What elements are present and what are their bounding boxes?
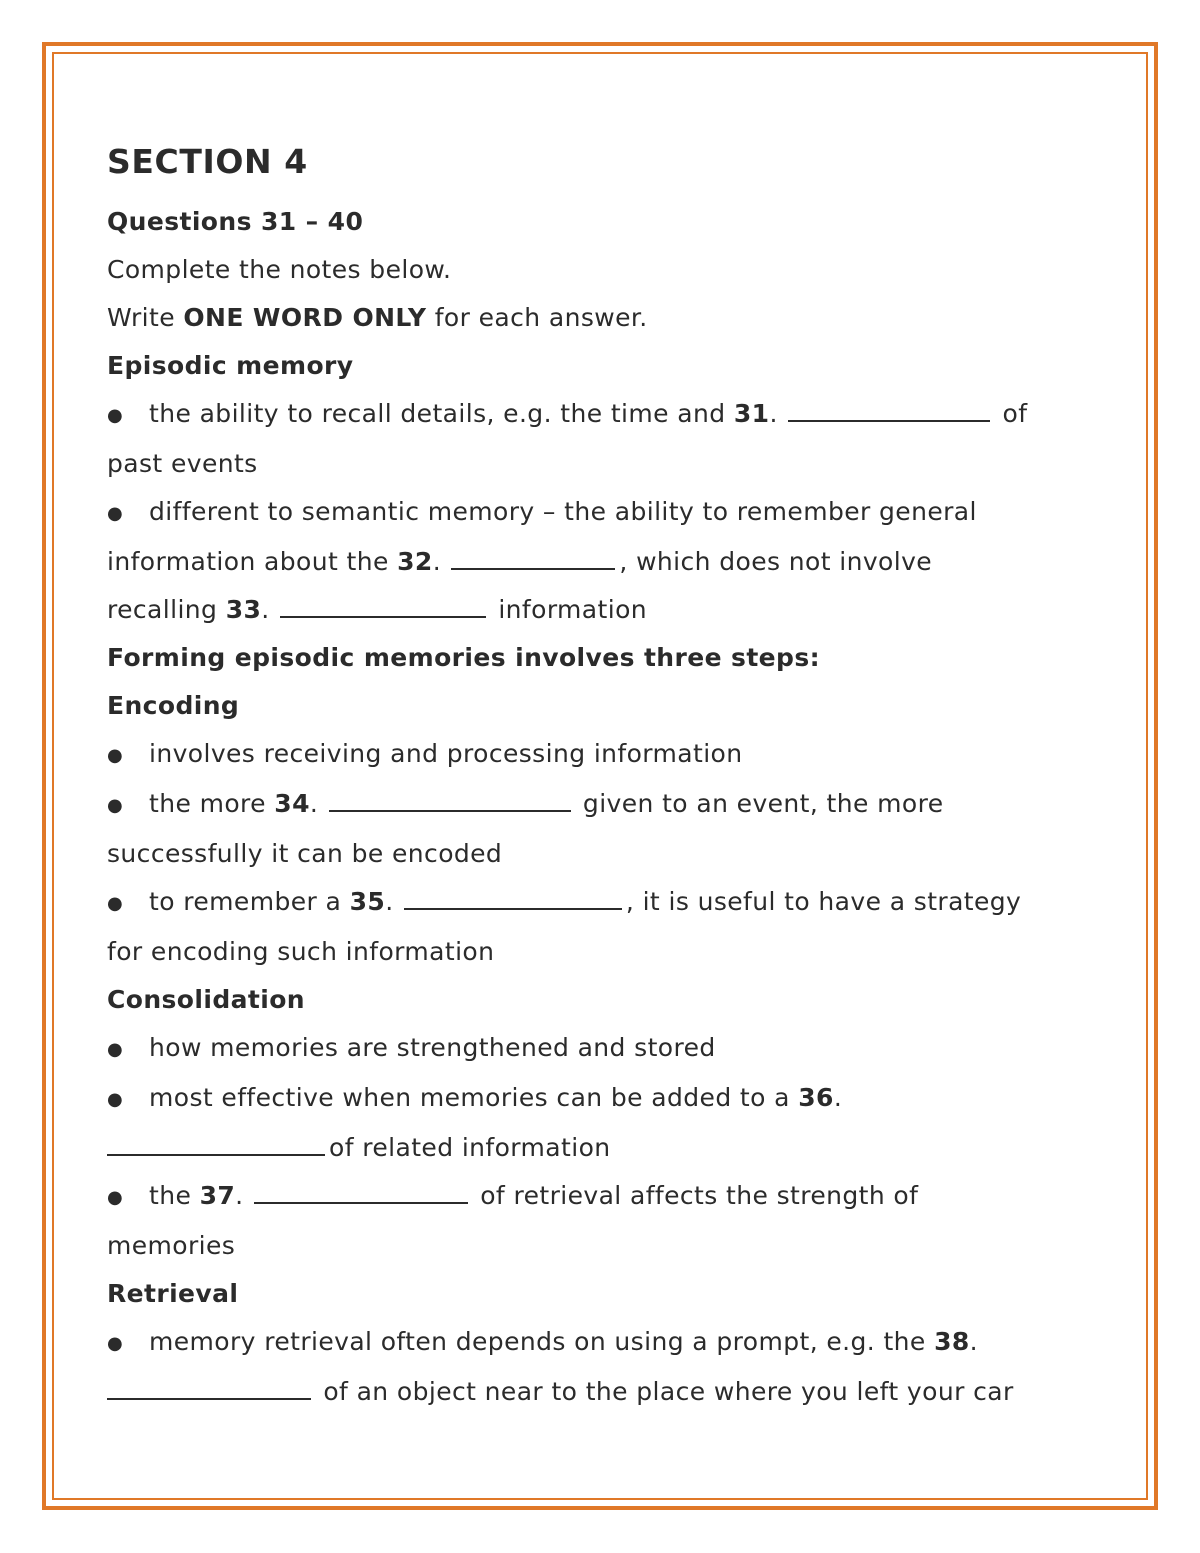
text: of	[994, 399, 1028, 428]
worksheet-content	[107, 140, 1087, 1416]
text: recalling	[107, 595, 226, 624]
episodic-bullet-2	[107, 488, 1087, 538]
text: involves receiving and processing information	[149, 739, 743, 768]
bullet-icon: ●	[107, 1333, 124, 1354]
instruction-bold: ONE WORD ONLY	[183, 303, 427, 332]
text: to remember a	[149, 887, 350, 916]
text: the ability to recall details, e.g. the time and	[149, 399, 734, 428]
answer-blank-33[interactable]	[280, 596, 486, 618]
heading-encoding: Encoding	[107, 691, 240, 720]
text: information about the	[107, 547, 398, 576]
question-number-37: 37	[199, 1181, 236, 1210]
instruction-word-limit	[107, 294, 1087, 342]
text: memory retrieval often depends on using a prompt, e.g. the	[149, 1327, 935, 1356]
text: of retrieval affects the strength of	[471, 1181, 919, 1210]
text: of an object near to the place where you left your car	[315, 1377, 1014, 1406]
bullet-icon: ●	[107, 1089, 124, 1110]
text: most effective when memories can be added to a	[149, 1083, 799, 1112]
answer-blank-38[interactable]	[107, 1378, 311, 1400]
encoding-bullet-3-cont: for encoding such information	[107, 937, 495, 966]
encoding-bullet-2-cont: successfully it can be encoded	[107, 839, 503, 868]
answer-blank-37[interactable]	[254, 1182, 468, 1204]
text: different to semantic memory – the ability to remember general	[149, 497, 977, 526]
consolidation-bullet-3: ● the 37. of retrieval affects the strength of	[107, 1172, 1087, 1222]
bullet-icon: ●	[107, 745, 124, 766]
answer-blank-34[interactable]	[329, 790, 571, 812]
text: , it is useful to have a strategy	[625, 887, 1022, 916]
episodic-bullet-2-cont: information about the 32. , which does not involve	[107, 547, 933, 576]
encoding-bullet-1	[107, 730, 1087, 780]
answer-blank-35[interactable]	[404, 888, 622, 910]
heading-episodic-memory: Episodic memory	[107, 351, 354, 380]
bullet-icon: ●	[107, 1039, 124, 1060]
consolidation-bullet-2: ● most effective when memories can be added to a 36.	[107, 1074, 1087, 1124]
episodic-bullet-1: ● the ability to recall details, e.g. the time and 31. of	[107, 390, 1087, 440]
text: the more	[149, 789, 275, 818]
episodic-bullet-2-cont2: recalling 33. information	[107, 595, 648, 624]
bullet-icon: ●	[107, 893, 124, 914]
section-title: SECTION 4	[107, 142, 308, 181]
consolidation-bullet-2-cont	[107, 1124, 1087, 1172]
retrieval-bullet-1-cont	[107, 1368, 1087, 1416]
question-number-35: 35	[349, 887, 386, 916]
question-number-33: 33	[225, 595, 262, 624]
bullet-icon: ●	[107, 405, 124, 426]
questions-range: Questions 31 – 40	[107, 207, 364, 236]
instruction-post: for each answer.	[426, 303, 648, 332]
bullet-icon: ●	[107, 1187, 124, 1208]
heading-retrieval: Retrieval	[107, 1279, 239, 1308]
instruction-complete: Complete the notes below.	[107, 255, 452, 284]
text: , which does not involve	[619, 547, 933, 576]
text: the	[149, 1181, 200, 1210]
encoding-bullet-2: ● the more 34. given to an event, the more	[107, 780, 1087, 830]
question-number-36: 36	[798, 1083, 834, 1112]
question-number-31: 31	[733, 399, 770, 428]
answer-blank-36[interactable]	[107, 1134, 325, 1156]
bullet-icon: ●	[107, 503, 124, 524]
answer-blank-32[interactable]	[451, 548, 615, 570]
question-number-34: 34	[274, 789, 310, 818]
retrieval-bullet-1: ● memory retrieval often depends on using a prompt, e.g. the 38.	[107, 1318, 1087, 1368]
consolidation-bullet-3-cont: memories	[107, 1231, 236, 1260]
instruction-pre: Write	[107, 303, 184, 332]
text: how memories are strengthened and stored	[149, 1033, 716, 1062]
question-number-38: 38	[934, 1327, 970, 1356]
text: given to an event, the more	[574, 789, 944, 818]
answer-blank-31[interactable]	[788, 400, 990, 422]
episodic-bullet-1-cont: past events	[107, 449, 258, 478]
consolidation-bullet-1	[107, 1024, 1087, 1074]
question-number-32: 32	[397, 547, 433, 576]
heading-consolidation: Consolidation	[107, 985, 305, 1014]
text: of related information	[329, 1133, 611, 1162]
text: information	[489, 595, 648, 624]
encoding-bullet-3: ● to remember a 35. , it is useful to have a strategy	[107, 878, 1087, 928]
bullet-icon: ●	[107, 795, 124, 816]
heading-forming: Forming episodic memories involves three steps:	[107, 643, 821, 672]
